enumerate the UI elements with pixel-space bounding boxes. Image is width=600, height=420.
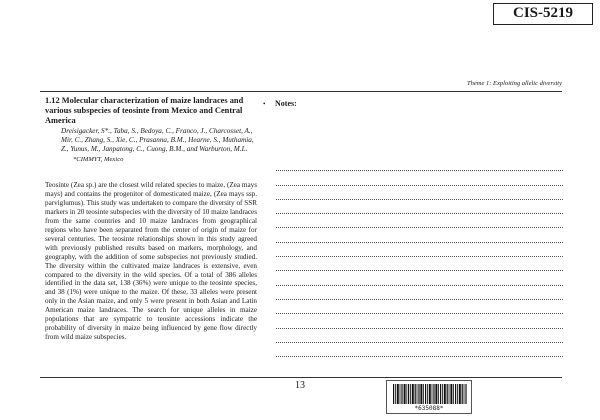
article-title: 1.12 Molecular characterization of maize landraces and various subspecies of teosinte from Mexico and Central America <box>45 96 244 126</box>
note-line <box>276 214 563 228</box>
note-line <box>276 286 563 300</box>
barcode-number: *635088* <box>414 405 444 412</box>
top-divider <box>40 91 562 92</box>
note-line <box>276 314 563 328</box>
note-line <box>276 343 563 357</box>
page-number: 13 <box>295 380 305 391</box>
article-abstract: Teosinte (Zea sp.) are the closest wild related species to maize, (Zea mays mays) and contains the progenitor of domesticated maize, (Zea mays ssp. parviglumus). This study was undertaken to compare the diversity of SSR markers in 20 teosinte subspecies with the diversity of 10 maize landraces from the same countries and 10 maize landraces from geographical regions who have been separated from the center of origin of maize for several centuries. The teosinte relationships shown in this study agreed with previously published results based on markers, morphology, and geography, with the addition of some subspecies not previously studied. The diversity within the cultivated maize landraces is extensive, even compared to the diversity in the wild species. Of a total of 386 alleles identified in the data set, 138 (36%) were unique to the teosinte species, and 38 (1%) were unique to the maize. Of these, 33 alleles were present only in the Asian maize, and only 5 were present in both Asian and Latin American maize landraces. The search for unique alleles in maize populations that are sympatric to teosinte accessions indicate the probability of diversity in maize being influenced by gene flow directly from wild maize subspecies. <box>45 181 257 342</box>
notes-label: Notes: <box>275 99 297 108</box>
notes-lines <box>276 157 563 357</box>
note-line <box>276 243 563 257</box>
notes-bullet: • <box>263 100 266 108</box>
document-code-stamp: CIS-5219 <box>493 3 593 25</box>
article-authors: Dreisigacker, S*., Taba, S., Bedoya, C., Franco, J., Charcosset, A., Mir, C., Zhang, S., Xie, C., Prasanna, B.M., Hearne, S., Muthamia, Z., Yunus, M., Janpatong, C., Cuong, B.M., and Warburton, M.L. <box>61 126 254 154</box>
note-line <box>276 271 563 285</box>
barcode-image <box>393 384 467 404</box>
note-line <box>276 200 563 214</box>
note-line <box>276 171 563 185</box>
note-line <box>276 329 563 343</box>
barcode-label <box>386 380 472 414</box>
article-heading <box>45 96 257 164</box>
theme-header: Theme 1: Exploiting allelic diversity <box>467 80 562 87</box>
note-line <box>276 186 563 200</box>
note-line <box>276 157 563 171</box>
note-line <box>276 257 563 271</box>
article-affiliation: *CIMMYT, Mexico <box>73 155 124 163</box>
note-line <box>276 228 563 242</box>
note-line <box>276 300 563 314</box>
bottom-divider <box>40 377 562 378</box>
